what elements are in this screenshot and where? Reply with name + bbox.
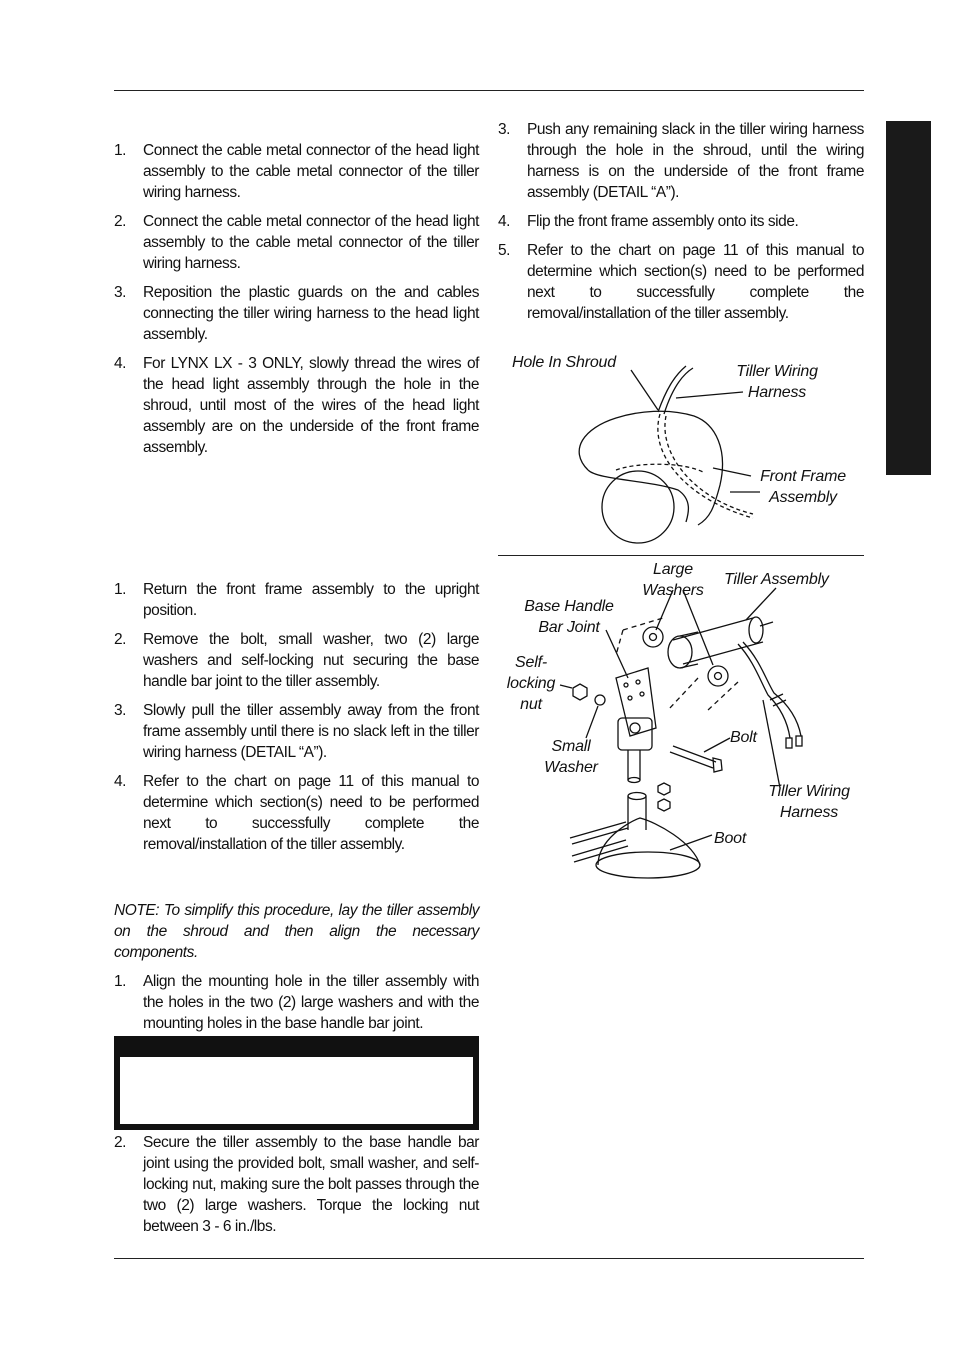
label-tiller-assembly: Tiller Assembly [724, 571, 829, 588]
shroud-outline [579, 411, 722, 525]
list-item: 4. Refer to the chart on page 11 of this manual to determine which section(s) need to be performed next to successfully complete the removal/installation of the tiller assembly. [114, 773, 479, 853]
assembly-guide [616, 618, 738, 710]
label-boot: Boot [714, 830, 747, 847]
list-item: 1. Align the mounting hole in the tiller assembly with the holes in the two (2) large washers and with the mounting holes in the base handle bar joint. [114, 973, 479, 1032]
leader-line [683, 590, 713, 665]
section-thumb-tab [886, 121, 931, 475]
step-text: Connect the cable metal connector of the head light assembly to the cable metal connector of the tiller wiring harness. [143, 142, 479, 201]
tiller-tube-end [749, 617, 763, 643]
harness-wire [658, 366, 686, 412]
install-tiller-steps [114, 900, 479, 1034]
list-item: 3. Push any remaining slack in the tiller wiring harness through the hole in the shroud, until the wiring harness is on the underside of the front frame assembly (DETAIL “A”). [498, 121, 864, 201]
hidden-wire [658, 414, 753, 518]
label-front-frame-assembly: Front Frame Assembly [760, 468, 846, 506]
harness-wire [664, 368, 693, 414]
bar-joint-hole [628, 696, 632, 700]
boot-post-top [628, 793, 646, 800]
list-item: 2. Remove the bolt, small washer, two (2) large washers and self-locking nut securing the base handle bar joint to the tiller assembly. [114, 631, 479, 690]
label-tiller-wiring-harness: Tiller Wiring Harness [736, 363, 818, 401]
step-text: Reposition the plastic guards on the and cables connecting the tiller wiring harness to the head light assembly. [143, 284, 479, 343]
figure-divider-rule [498, 555, 864, 556]
caution-box-body [120, 1057, 473, 1124]
bar-joint-plate [616, 668, 656, 736]
connector [796, 736, 802, 746]
bar-joint-shaft [628, 778, 640, 783]
leader-line [763, 700, 780, 788]
small-washer [595, 695, 605, 705]
step-text: Connect the cable metal connector of the head light assembly to the cable metal connector of the tiller wiring harness. [143, 213, 479, 272]
list-item: 3. Slowly pull the tiller assembly away from the front frame assembly until there is no slack left in the tiller wiring harness (DETAIL “A”). [114, 702, 479, 761]
leader-line [713, 468, 751, 476]
boot-base [596, 852, 700, 878]
connector [786, 738, 792, 748]
leader-line [704, 738, 730, 752]
step-text: Slowly pull the tiller assembly away from the front frame assembly until there is no slack left in the tiller wiring harness (DETAIL “A”). [143, 702, 479, 761]
harness-wire [743, 642, 801, 736]
caution-box [114, 1036, 479, 1130]
tiller-hub [668, 636, 692, 668]
step-text: Refer to the chart on page 11 of this manual to determine which section(s) need to be performed next to successfully complete the removal/installation of the tiller assembly. [527, 242, 864, 322]
bar-joint-hole [636, 680, 640, 684]
bolt-head [713, 758, 722, 772]
label-bolt: Bolt [730, 729, 757, 746]
bar-joint-shaft [628, 750, 640, 780]
label-base-handle-bar-joint: Base Handle Bar Joint [524, 598, 614, 636]
leader-line [631, 370, 658, 410]
leader-line [586, 706, 598, 738]
step-text: Secure the tiller assembly to the base handle bar joint using the provided bolt, small washer, and self-locking nut, making sure the bolt passes through the two (2) large washers. Torque the locking nut between 3 - 6 in./lbs. [143, 1134, 479, 1235]
hidden-frame-edge [616, 464, 703, 472]
boot-bolt [572, 840, 628, 862]
large-washer-hole [650, 634, 657, 641]
list-item: 1. Connect the cable metal connector of the head light assembly to the cable metal connector of the tiller wiring harness. [114, 142, 479, 201]
install-headlight-steps [114, 140, 479, 458]
large-washer [708, 666, 728, 686]
label-self-locking-nut: Self- locking nut [506, 654, 556, 713]
step-text: For LYNX LX - 3 ONLY, slowly thread the wires of the head light assembly through the hole in the shroud, until most of the wires of the head light assembly are on the underside of the front frame assembly. [143, 355, 479, 456]
list-item: 5. Refer to the chart on page 11 of this manual to determine which section(s) need to be performed next to successfully complete the removal/installation of the tiller assembly. [498, 242, 864, 322]
step-text: Return the front frame assembly to the upright position. [143, 581, 479, 619]
install-tiller-step-2 [114, 1132, 479, 1237]
step-text: Push any remaining slack in the tiller wiring harness through the hole in the shroud, until the wiring harness is on the underside of the front frame assembly (DETAIL “A”). [527, 121, 864, 201]
step-text: Refer to the chart on page 11 of this manual to determine which section(s) need to be performed next to successfully complete the removal/installation of the tiller assembly. [143, 773, 479, 853]
list-item: 1. Return the front frame assembly to the upright position. [114, 581, 479, 619]
list-item: 4. For LYNX LX - 3 ONLY, slowly thread the wires of the head light assembly through the hole in the shroud, until most of the wires of the head light assembly are on the underside of the front frame assembly. [114, 355, 479, 456]
step-text: Flip the front frame assembly onto its side. [527, 213, 799, 230]
header-rule [114, 90, 864, 91]
list-item: 4. Flip the front frame assembly onto its side. [498, 213, 799, 230]
remove-tiller-steps [114, 579, 479, 855]
harness-wire [738, 644, 790, 738]
bar-joint-hole [624, 683, 628, 687]
bar-joint-hole [640, 692, 644, 696]
boot-nut [658, 799, 670, 811]
boot-bolt [570, 822, 628, 844]
label-hole-in-shroud: Hole In Shroud [512, 354, 616, 371]
large-washer [643, 627, 663, 647]
step-text: Remove the bolt, small washer, two (2) large washers and self-locking nut securing the base handle bar joint to the tiller assembly. [143, 631, 479, 690]
label-small-washer: Small Washer [544, 738, 598, 776]
procedure-note: NOTE: To simplify this procedure, lay the tiller assembly on the shroud and then align the necessary components. [114, 902, 479, 961]
boot-post [628, 796, 646, 830]
list-item: 2. Secure the tiller assembly to the base handle bar joint using the provided bolt, small washer, and self-locking nut, making sure the bolt passes through the two (2) large washers. Torque the locking nut between 3 - 6 in./lbs. [114, 1134, 479, 1235]
leader-line [746, 588, 776, 620]
step-text: Align the mounting hole in the tiller assembly with the holes in the two (2) large washers and with the mounting holes in the base handle bar joint. [143, 973, 479, 1032]
bar-joint-hole [630, 723, 640, 733]
large-washer-hole [715, 673, 722, 680]
self-locking-nut [573, 684, 587, 700]
footer-rule [114, 1258, 864, 1259]
list-item: 3. Reposition the plastic guards on the and cables connecting the tiller wiring harness to the head light assembly. [114, 284, 479, 343]
label-large-washers: Large Washers [642, 561, 704, 599]
label-tiller-wiring-harness: Tiller Wiring Harness [768, 783, 850, 821]
boot-nut [658, 783, 670, 795]
list-item: 2. Connect the cable metal connector of the head light assembly to the cable metal connector of the tiller wiring harness. [114, 213, 479, 272]
right-column-steps [498, 119, 864, 324]
